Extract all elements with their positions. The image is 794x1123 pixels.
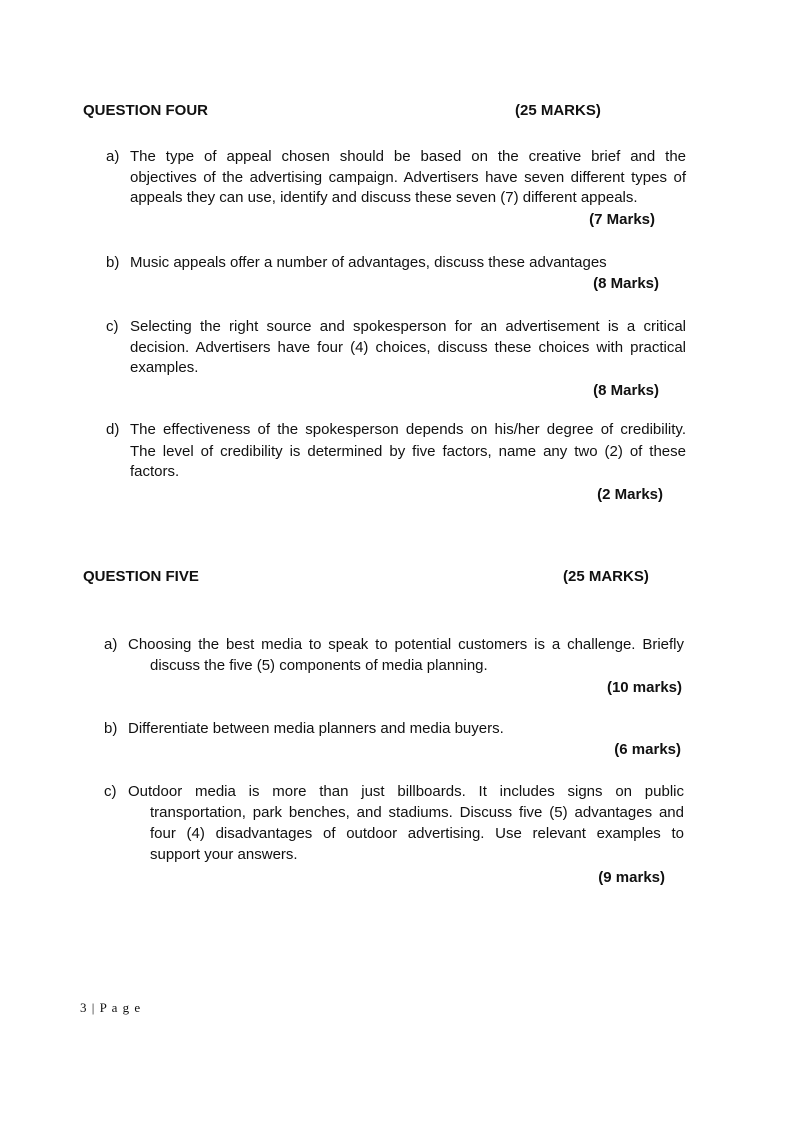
question-text-line: decision. Advertisers have four (4) choices, discuss these choices with practical	[130, 339, 686, 356]
question-text-line: The effectiveness of the spokesperson depends on his/her degree of credibility.	[130, 421, 686, 438]
question-text-line: discuss the five (5) components of media planning.	[150, 657, 488, 674]
item-marks: (6 marks)	[614, 741, 681, 758]
question-text-line: objectives of the advertising campaign. Advertisers have seven different types of	[130, 169, 686, 186]
question-text-line: The level of credibility is determined by five factors, name any two (2) of these	[130, 443, 686, 460]
item-marks: (10 marks)	[606, 679, 682, 696]
question-five-marks: (25 MARKS)	[563, 568, 649, 585]
item-marks: (9 marks)	[598, 869, 665, 886]
item-label: d)	[106, 421, 120, 438]
question-text-line: support your answers.	[150, 846, 298, 863]
item-marks: (2 Marks)	[597, 486, 663, 503]
item-label: b)	[106, 254, 120, 271]
question-text-line: Differentiate between media planners and media buyers.	[128, 720, 504, 737]
question-text-line: Choosing the best media to speak to potential customers is a challenge. Briefly	[128, 636, 684, 653]
question-text-line: appeals they can use, identify and discuss these seven (7) different appeals.	[130, 189, 638, 206]
item-marks: (8 Marks)	[593, 382, 659, 399]
question-text-line: Selecting the right source and spokesperson for an advertisement is a critical	[130, 318, 686, 335]
item-label: c)	[106, 318, 119, 335]
page-number-footer: 3 | P a g e	[80, 1000, 142, 1015]
question-text-line: examples.	[130, 359, 199, 376]
question-text-line: The type of appeal chosen should be based on the creative brief and the	[130, 148, 686, 165]
item-label: a)	[104, 636, 118, 653]
question-four-title: QUESTION FOUR	[83, 102, 209, 119]
item-label: b)	[104, 720, 118, 737]
question-five-title: QUESTION FIVE	[83, 568, 199, 585]
item-label: a)	[106, 148, 120, 165]
question-text-line: Outdoor media is more than just billboards. It includes signs on public	[128, 783, 684, 800]
question-text-line: factors.	[130, 463, 180, 480]
question-text-line: transportation, park benches, and stadiums. Discuss five (5) advantages and	[150, 804, 684, 821]
question-four-marks: (25 MARKS)	[515, 102, 601, 119]
question-text-line: Music appeals offer a number of advantages, discuss these advantages	[130, 254, 607, 271]
question-text-line: four (4) disadvantages of outdoor advertising. Use relevant examples to	[150, 825, 684, 842]
item-marks: (7 Marks)	[589, 211, 655, 228]
item-label: c)	[104, 783, 117, 800]
item-marks: (8 Marks)	[593, 275, 659, 292]
